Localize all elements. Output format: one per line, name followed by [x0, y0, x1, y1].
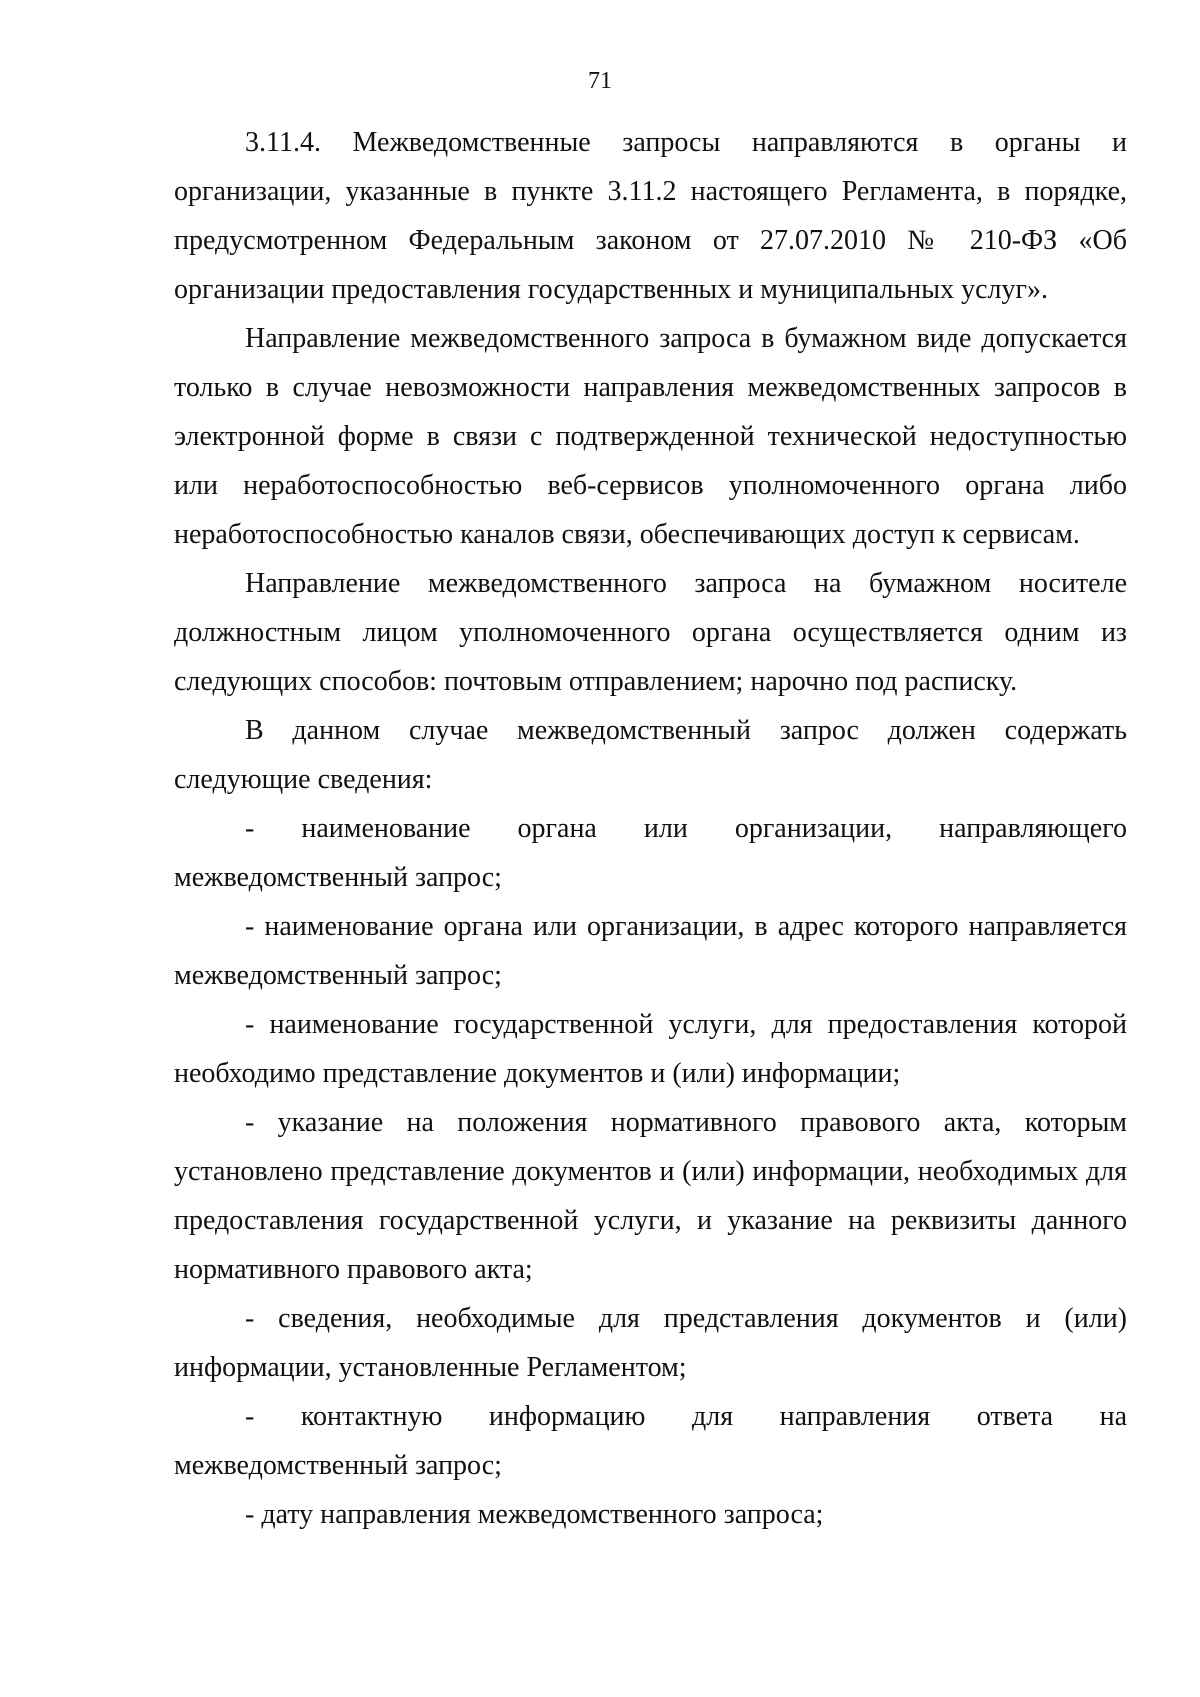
list-item-recipient-name: - наименование органа или организации, в адрес которого направляется межведомственный запрос; — [174, 911, 1127, 991]
paragraph-paper-delivery: Направление межведомственного запроса на бумажном носителе должностным лицом уполномоченного органа осуществляется одним из следующих способов: почтовым отправлением; нарочно под расписку. — [174, 568, 1127, 697]
document-body — [174, 118, 1127, 1539]
list-item-request-date: - дату направления межведомственного запроса; — [245, 1499, 824, 1530]
list-item-contact-info: - контактную информацию для направления ответа на межведомственный запрос; — [174, 1401, 1127, 1481]
page-number: 71 — [588, 68, 612, 94]
paragraph-request-contents: В данном случае межведомственный запрос должен содержать следующие сведения: — [174, 715, 1127, 795]
list-item-required-info: - сведения, необходимые для представления документов и (или) информации, установленные Регламентом; — [174, 1303, 1127, 1383]
paragraph-paper-request: Направление межведомственного запроса в бумажном виде допускается только в случае невозможности направления межведомственных запросов в электронной форме в связи с подтвержденной технической недоступностью или неработоспособностью веб-сервисов уполномоченного органа либо неработоспособностью каналов связи, обеспечивающих доступ к сервисам. — [174, 323, 1127, 550]
list-item-service-name: - наименование государственной услуги, для предоставления которой необходимо представление документов и (или) информации; — [174, 1009, 1127, 1089]
list-item-legal-act: - указание на положения нормативного правового акта, которым установлено представление документов и (или) информации, необходимых для предоставления государственной услуги, и указание на реквизиты данного нормативного правового акта; — [174, 1107, 1127, 1285]
paragraph-3-11-4: 3.11.4. Межведомственные запросы направляются в органы и организации, указанные в пункте 3.11.2 настоящего Регламента, в порядке, предусмотренном Федеральным законом от 27.07.2010 № 210-ФЗ «Об организации предоставления государственных и муниципальных услуг». — [174, 127, 1127, 305]
list-item-sender-name: - наименование органа или организации, направляющего межведомственный запрос; — [174, 813, 1127, 893]
